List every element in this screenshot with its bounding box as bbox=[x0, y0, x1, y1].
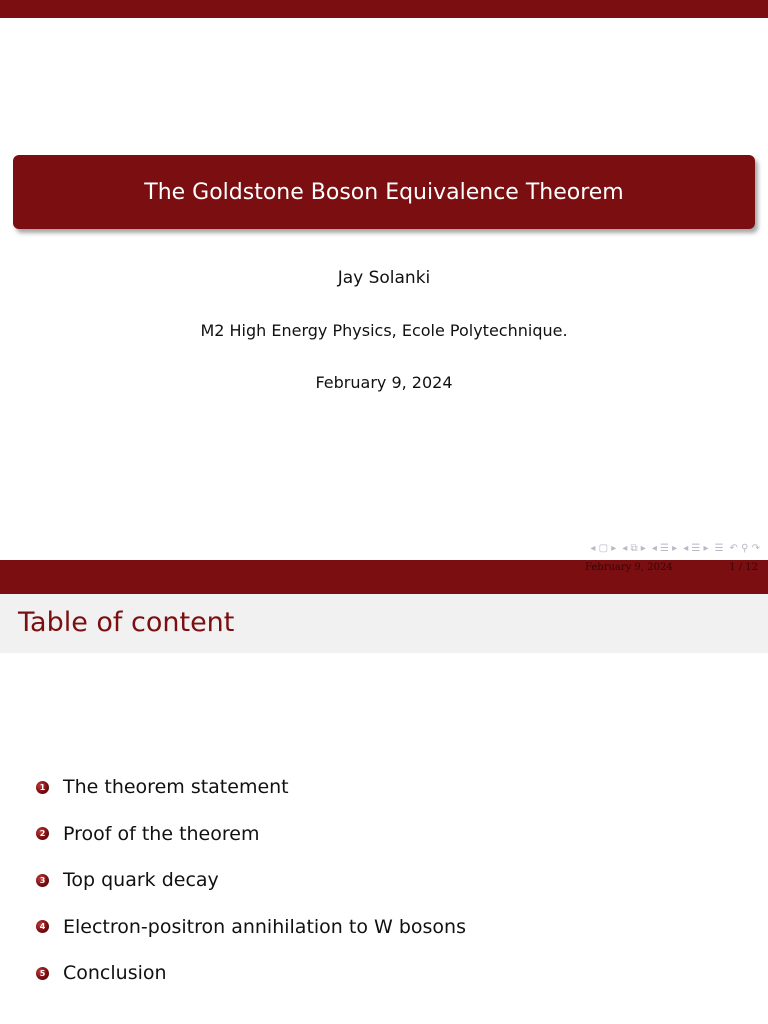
footer-page-number: 1 / 12 bbox=[729, 562, 758, 573]
toc-number-ball: 2 bbox=[36, 827, 49, 840]
toc-number-ball: 1 bbox=[36, 781, 49, 794]
slide-title: The Goldstone Boson Equivalence Theorem bbox=[144, 179, 624, 205]
nav-part-icon[interactable]: ◂ ☰ ▸ bbox=[683, 542, 709, 554]
toc-label: Conclusion bbox=[63, 962, 167, 985]
toc-number-ball: 3 bbox=[36, 874, 49, 887]
footer-date: February 9, 2024 bbox=[585, 562, 673, 573]
nav-align-icon[interactable]: ☰ bbox=[714, 542, 724, 554]
institute: M2 High Energy Physics, Ecole Polytechnique. bbox=[200, 321, 568, 340]
frame-title: Table of content bbox=[18, 607, 235, 638]
toc-number-ball: 5 bbox=[36, 967, 49, 980]
toc-item[interactable] bbox=[36, 950, 466, 997]
toc-item[interactable] bbox=[36, 904, 466, 951]
nav-section-icon[interactable]: ◂ ☰ ▸ bbox=[651, 542, 678, 554]
toc-label: The theorem statement bbox=[63, 776, 289, 799]
toc-label: Top quark decay bbox=[63, 869, 219, 892]
presentation-date: February 9, 2024 bbox=[315, 373, 453, 392]
toc-item[interactable] bbox=[36, 811, 466, 858]
nav-search-icon[interactable]: ↶ ⚲ ↷ bbox=[729, 542, 760, 554]
slide-title-box bbox=[13, 155, 755, 229]
table-of-contents bbox=[36, 764, 466, 997]
header-bar bbox=[0, 0, 768, 18]
toc-number-ball: 4 bbox=[36, 920, 49, 933]
toc-label: Electron-positron annihilation to W bosons bbox=[63, 915, 466, 938]
beamer-navigation bbox=[590, 541, 760, 555]
nav-subsection-icon[interactable]: ◂ ⧉ ▸ bbox=[622, 542, 646, 554]
toc-item[interactable] bbox=[36, 764, 466, 811]
toc-label: Proof of the theorem bbox=[63, 822, 260, 845]
toc-item[interactable] bbox=[36, 857, 466, 904]
author-name: Jay Solanki bbox=[337, 268, 431, 288]
nav-frame-icon[interactable]: ◂ ▢ ▸ bbox=[590, 542, 617, 554]
